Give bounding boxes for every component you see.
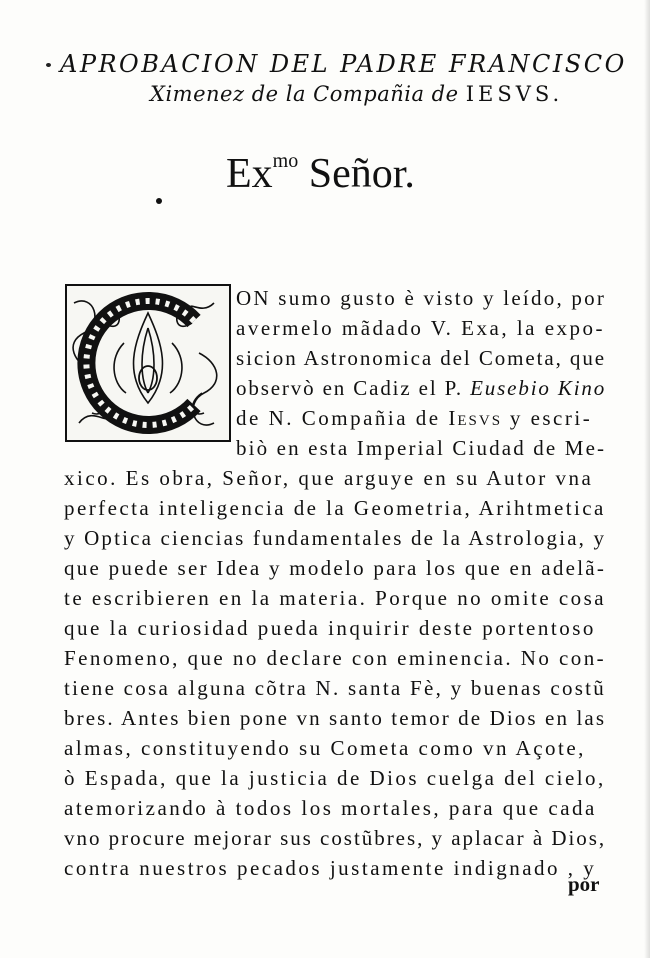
- text-line-3: sicion Astronomica del Cometa, que: [236, 346, 606, 370]
- text-line-13: Fenomeno, que no declare con eminencia. No con-: [64, 646, 607, 670]
- text-line-4-italic: Eusebio Kino: [470, 376, 607, 400]
- text-line-5-jesus: Iesvs: [448, 406, 503, 430]
- catchword: por: [568, 872, 600, 896]
- header-author: Ximenez de la Compañia de: [150, 82, 466, 106]
- ink-bullet: [156, 198, 162, 204]
- text-line-14: tiene cosa alguna cõtra N. santa Fè, y buenas costũ: [64, 676, 607, 700]
- title-rest: Señor.: [298, 151, 415, 197]
- text-line-1: ON sumo gusto è visto y leído, por: [236, 286, 607, 310]
- text-line-20: contra nuestros pecados justamente indignado , y: [64, 856, 597, 880]
- title-main: Ex: [226, 151, 273, 197]
- decorated-initial: [64, 283, 232, 443]
- text-line-5-c: y escri-: [502, 406, 593, 430]
- text-line-15: bres. Antes bien pone vn santo temor de Dios en las: [64, 706, 607, 730]
- text-line-19: vno procure mejorar sus costũbres, y aplacar à Dios,: [64, 826, 607, 850]
- text-line-17: ò Espada, que la justicia de Dios cuelga del cielo,: [64, 766, 606, 790]
- text-line-5-a: de N. Compañia de: [236, 406, 449, 430]
- text-line-7: xico. Es obra, Señor, que arguye en su Autor vna: [64, 466, 594, 490]
- text-line-5: [236, 408, 592, 429]
- text-line-9: y Optica ciencias fundamentales de la Astrologia, y: [64, 526, 607, 550]
- text-line-2: avermelo mãdado V. Exa, la expo-: [236, 316, 606, 340]
- text-line-6: biò en esta Imperial Ciudad de Me-: [236, 436, 607, 460]
- page-edge-shadow: [644, 0, 650, 958]
- text-line-11: te escribieren en la materia. Porque no omite cosa: [64, 586, 607, 610]
- text-line-4: [236, 378, 606, 399]
- text-line-8: perfecta inteligencia de la Geometria, Arihtmetica: [64, 496, 606, 520]
- header-title-line2: [150, 82, 563, 106]
- ink-dot: [46, 63, 51, 67]
- text-line-4-roman: observò en Cadiz el P.: [236, 376, 471, 400]
- text-line-10: que puede ser Idea y modelo para los que en adelã-: [64, 556, 607, 580]
- header-jesus: IESVS.: [465, 82, 564, 106]
- text-line-16: almas, constituyendo su Cometa como vn Açote,: [64, 736, 586, 760]
- page-title: [226, 150, 415, 198]
- title-superscript: mo: [272, 150, 299, 172]
- text-line-12: que la curiosidad pueda inquirir deste portentoso: [64, 616, 596, 640]
- text-line-18: atemorizando à todos los mortales, para que cada: [64, 796, 597, 820]
- header-title-line1: APROBACION DEL PADRE FRANCISCO: [60, 50, 627, 78]
